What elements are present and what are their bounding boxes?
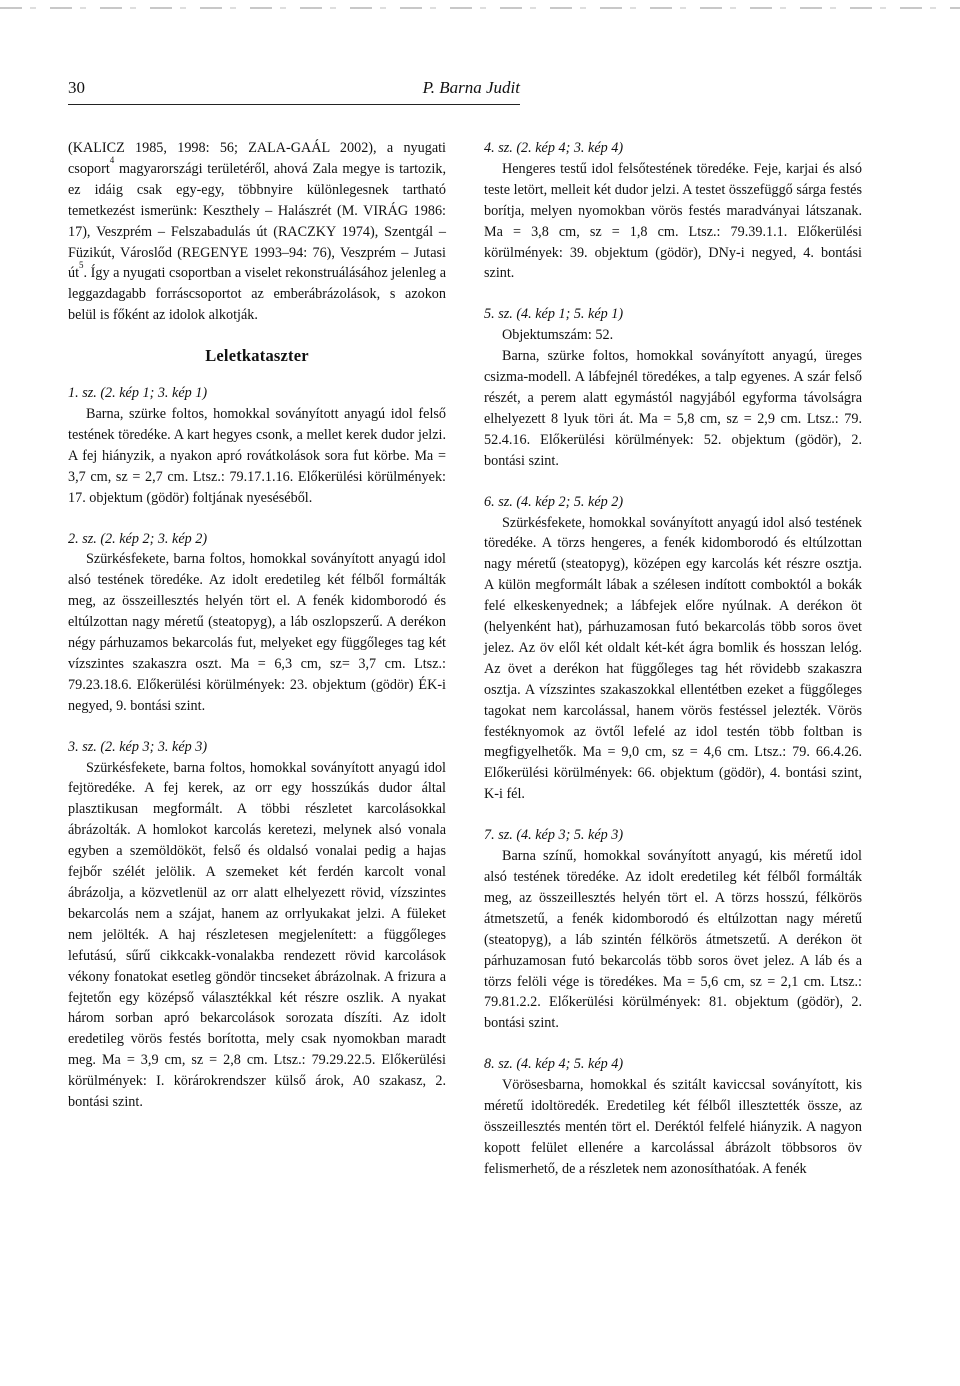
entry-heading: 6. sz. (4. kép 2; 5. kép 2) — [484, 493, 624, 510]
entry-object-number: Objektumszám: 52. — [502, 327, 614, 344]
footnote-ref-4: 4 — [109, 155, 115, 166]
intro-paragraph — [68, 138, 446, 326]
footnote-ref-5: 5 — [79, 259, 84, 270]
catalog-entry — [68, 383, 446, 508]
catalog-entry — [68, 529, 446, 717]
page-header — [68, 78, 520, 104]
entry-heading: 8. sz. (4. kép 4; 5. kép 4) — [484, 1056, 624, 1073]
entry-body: Barna színű, homokkal soványított anyagú, kis méretű idol alsó testének töredéke. Az idolt eredetileg két félből formálták meg, az összeillesztés helyén tört el. A törzs hosszú, félkörös átmetszetű, a fenék kidomborodó és eltúlzottan nagy méretű (steatopyg), a láb szintén félkörös átmetszetű. A derékon öt párhuzamosan futó bekarcolás több soros övet jelez. A láb és a törzs felöli vége is töredékes. Ma = 5,6 cm, sz = 2,1 cm. Ltsz.: 79.81.2.2. Előkerülési körülmények: 81. objektum (gödör), 2. bontási szint. — [484, 848, 862, 1032]
catalog-entry — [484, 304, 862, 471]
right-column — [484, 138, 862, 1200]
catalog-entry — [484, 1054, 862, 1179]
entry-body: Vörösesbarna, homokkal és szitált kaviccsal soványított, kis méretű idoltöredék. Eredetileg két félből illesztették össze, az összeillesztés mentén tört el. Deréktól felfelé hiányzik. A nagyon kopott felület ellenére a karcolással ábrázolt többsoros öv felismerhető, de a részletek nem azonosíthatóak. A fenék — [484, 1077, 862, 1177]
entry-heading: 4. sz. (2. kép 4; 3. kép 4) — [484, 140, 624, 156]
entry-heading: 3. sz. (2. kép 3; 3. kép 3) — [68, 738, 208, 755]
entry-body: Barna, szürke foltos, homokkal soványított anyagú, üreges csizma-modell. A lábfejnél töredékes, a talp egyenes. A szár felső részét, a perem alatt egymástól nagyjából egyforma távolságra elhelyezett 8 lyuk töri át. Ma = 5,8 cm, sz = 2,9 cm. Ltsz.: 79. 52.4.16. Előkerülési körülmények: 52. objektum (gödör), 2. bontási szint. — [484, 348, 862, 469]
entry-body: Szürkésfekete, barna foltos, homokkal soványított anyagú idol fejtöredéke. A fej kerek, az orr egy hosszúkás dudor által plasztikusan megformált. A többi részletet karcolásokkal ábrázolták. A homlokot karcolás keretezi, melynek alsó vonala egyben a szemöldököt, felső és oldalsó vonalai pedig a hajas fejbőr szélét jelölik. A szemeket két ferdén karcolt vonal ábrázolja, a közvetlenül az orr alatt elhelyezett rövid, vízszintes bekarcolás nem a szájat, hanem az orrlyukakat jelzi. A füleket nem jelölték. A haj részletesen megjelenített: a függőleges lefutású, sűrű cikkcakk-vonalakba rendezett rövid karcolások vékony fonatokat esetleg göndör tincseket ábrázolnak. A frizura a fejtetőn egy középső választékkal két részre oszlik. A nyakat három sorban apró bekarcolások sorozata díszíti. Az idolt eredetileg vörös festés borította, mely csak nyomokban maradt meg. Ma = 3,9 cm, sz = 2,8 cm. Ltsz.: 79.29.22.5. Előkerülési körülmények: I. körárokrendszer külső árok, A0 szakasz, 2. bontási szint. — [68, 759, 446, 1111]
header-rule — [68, 104, 520, 105]
catalog-entry — [68, 737, 446, 1113]
entry-body: Barna, szürke foltos, homokkal soványított anyagú idol felső testének töredéke. A kart hegyes csonk, a mellet kerek dudor jelzi. A fej hiányzik, a nyakon apró rovátkolások sora fut körbe. Ma = 3,7 cm, sz = 2,7 cm. Ltsz.: 79.17.1.16. Előkerülési körülmények: 17. objektum (gödör) foltjának nyeséséből. — [68, 405, 446, 506]
entry-heading: 7. sz. (4. kép 3; 5. kép 3) — [484, 827, 624, 844]
catalog-entry — [484, 138, 862, 284]
scan-artifact-line — [0, 7, 960, 9]
intro-text-b: magyarországi területéről, ahová Zala megye is tartozik, ez idáig csak egy-egy, többnyire különlegesnek tartható temetkezést ismerünk: Keszthely – Halászrét (M. VIRÁG 1986: 17), Veszprém – Felszabadulás út (RACZKY 1974), Szentgál – Füzikút, Városlőd (REGENYE 1993–94: 76), Veszprém – Jutasi út — [68, 160, 446, 282]
entry-body: Szürkésfekete, homokkal soványított anyagú idol alsó testének töredéke. A törzs hengeres, a fenék kidomborodó és eltúlzottan nagy méretű (steatopyg), középen egy karcolás két részre osztja. A külön megformált lábak a szélesen indított comboktól a bokák felé elkeskenyednek; a lábfejek előre nyúlnak. A derékon öt (helyenként hat), párhuzamosan futó bekarcolás több soros övet jelez. Az öv elől két oldalt két-két ágra bomlik és hosszan lelóg. Az övet a derékon hat függőleges tag hét rövidebb szakaszra osztja. A vízszintes szakaszokkal ellentétben ezeket a függőleges tagokat nem karcolással, hanem vörös festéssel jelezték. Vörös festéknyomok az övtől lefelé az idol testén több foltban is megfigyelhetők. Ma = 9,0 cm, sz = 4,6 cm. Ltsz.: 79. 66.4.26. Előkerülési körülmények: 66. objektum (gödör), 4. bontási szint, K-i fél. — [484, 514, 862, 803]
catalog-entry — [484, 825, 862, 1034]
entry-heading: 5. sz. (4. kép 1; 5. kép 1) — [484, 306, 624, 323]
page-number: 30 — [68, 78, 85, 97]
entry-heading: 2. sz. (2. kép 2; 3. kép 2) — [68, 530, 208, 547]
section-heading: Leletkataszter — [205, 346, 309, 366]
running-head-author: P. Barna Judit — [422, 78, 520, 97]
entry-body: Hengeres testű idol felsőtestének töredéke. Feje, karjai és alsó teste letört, melleit két dudor jelzi. A testet összefüggő sárga festés borítja, melyen nyomokban vörös festés maradványai látszanak. Ma = 3,8 cm, sz = 1,8 cm. Ltsz.: 79.39.1.1. Előkerülési körülmények: 39. objektum (gödör), DNy-i negyed, 4. bontási szint. — [484, 160, 862, 282]
entry-body: Szürkésfekete, barna foltos, homokkal soványított anyagú idol alsó testének töredéke. Az idolt eredetileg két félből formálták meg, az összeillesztés helyén tört el. A fenék kidomborodó és eltúlzottan nagy méretű (steatopyg), a láb oszlopszerű. A derékon négy párhuzamos bekarcolás fut, melyeket egy függőleges tag két vízszintes szakaszra oszt. Ma = 6,3 cm, sz= 3,7 cm. Ltsz.: 79.23.18.6. Előkerülési körülmények: 23. objektum (gödör) ÉK-i negyed, 9. bontási szint. — [68, 551, 446, 714]
entry-heading: 1. sz. (2. kép 1; 3. kép 1) — [68, 385, 208, 402]
catalog-entry — [484, 492, 862, 806]
intro-text-c: . Így a nyugati csoportban a viselet rekonstruálásához jelenleg a leggazdagabb forráscsoportot az emberábrázolások, s azokon belül is főként az idolok alkotják. — [68, 265, 446, 324]
left-column — [68, 138, 446, 1133]
intro-text-a: (KALICZ 1985, 1998: 56; ZALA-GAÁL 2002), a nyugati csoport — [68, 140, 446, 177]
